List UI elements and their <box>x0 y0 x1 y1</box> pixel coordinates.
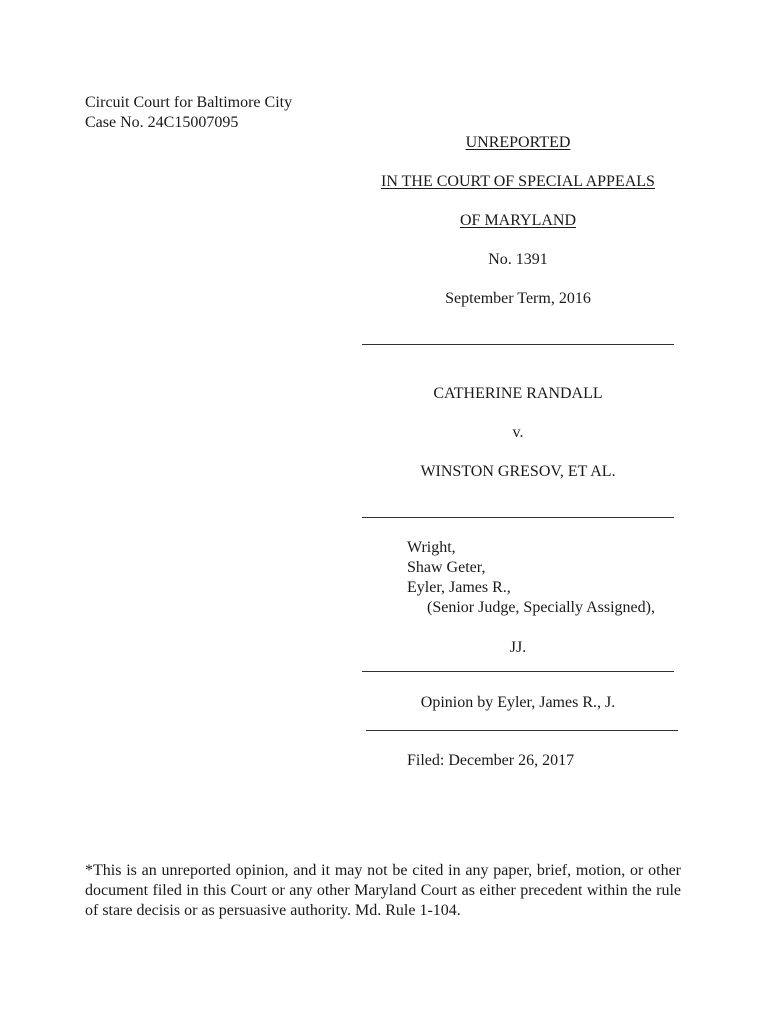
versus: v. <box>512 424 524 441</box>
term: September Term, 2016 <box>445 290 591 307</box>
court-name-line2: OF MARYLAND <box>459 212 576 229</box>
unreported-heading: UNREPORTED <box>465 134 571 151</box>
lower-court-case-number: Case No. 24C15007095 <box>85 114 239 131</box>
panel-judge: Eyler, James R., <box>407 579 511 596</box>
lower-court-name: Circuit Court for Baltimore City <box>85 94 293 111</box>
opinion-author: Opinion by Eyler, James R., J. <box>420 694 616 711</box>
court-name-line1: IN THE COURT OF SPECIAL APPEALS <box>381 173 655 190</box>
panel-judge-note: (Senior Judge, Specially Assigned), <box>427 599 655 616</box>
judicial-panel <box>407 538 707 618</box>
divider-rule <box>362 344 674 345</box>
filed-date: Filed: December 26, 2017 <box>407 752 575 769</box>
appellee-name: WINSTON GRESOV, ET AL. <box>420 463 616 480</box>
unreported-disclaimer: *This is an unreported opinion, and it may not be cited in any paper, brief, motion, or other document filed in this Court or any other Maryland Court as either precedent within the rule of stare decisis or as persuasive authority. Md. Rule 1-104. <box>85 862 681 919</box>
divider-rule <box>366 730 678 731</box>
divider-rule <box>362 671 674 672</box>
panel-judge: Shaw Geter, <box>407 559 486 576</box>
appellant-name: CATHERINE RANDALL <box>433 385 603 402</box>
panel-suffix: JJ. <box>509 639 527 656</box>
docket-number: No. 1391 <box>488 251 548 268</box>
divider-rule <box>362 517 674 518</box>
lower-court-info <box>85 93 405 133</box>
panel-judge: Wright, <box>407 539 456 556</box>
